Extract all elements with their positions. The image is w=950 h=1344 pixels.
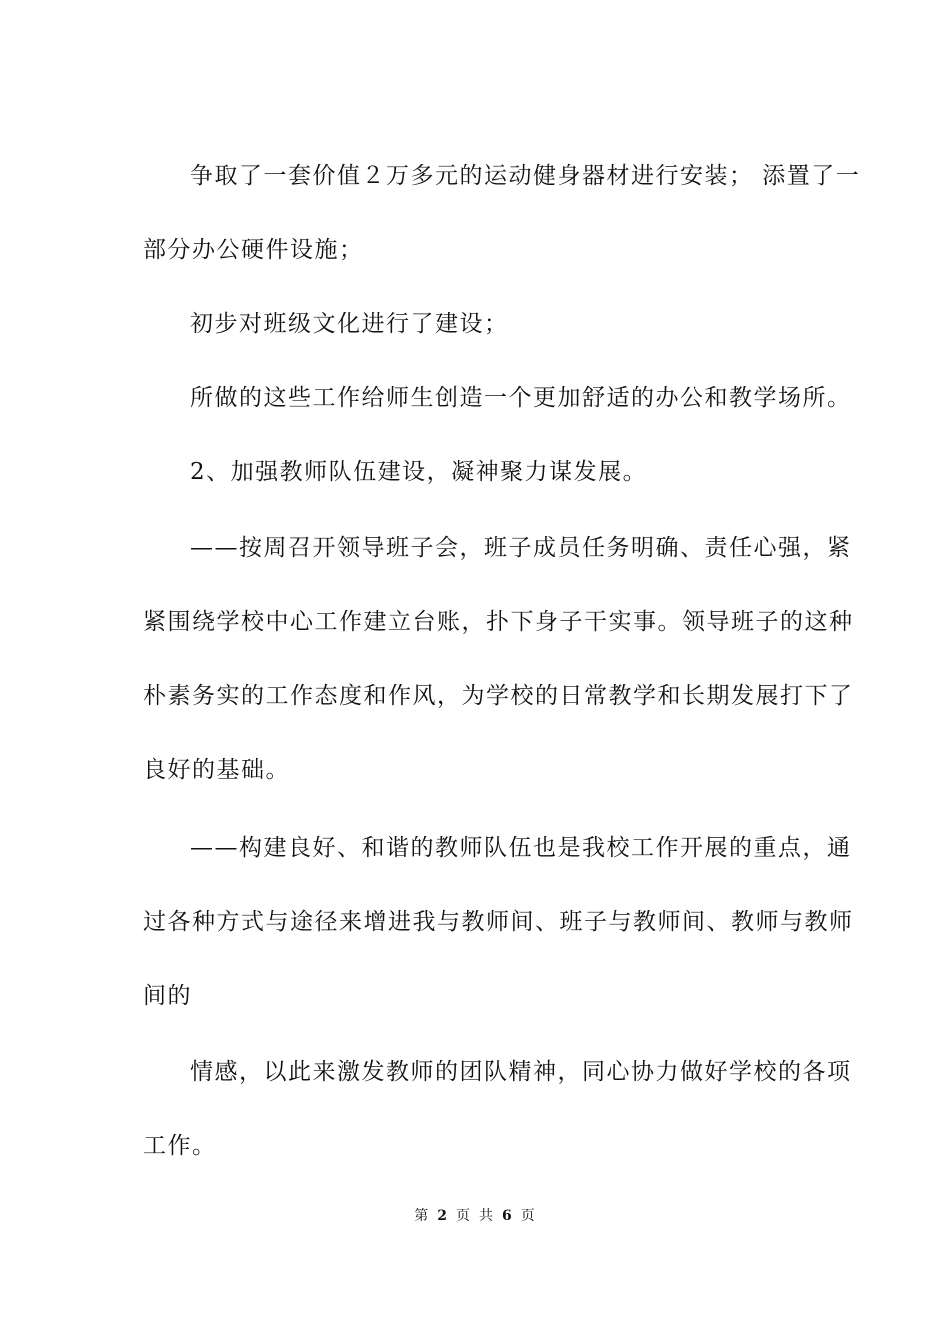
body-line: 所做的这些工作给师生创造一个更加舒适的办公和教学场所。 xyxy=(190,385,852,411)
body-line: 情感，以此来激发教师的团队精神，同心协力做好学校的各项 xyxy=(190,1059,852,1085)
footer-label: 第 xyxy=(414,1208,430,1224)
body-line: 工作。 xyxy=(143,1133,217,1159)
total-pages-number: 6 xyxy=(502,1208,513,1224)
body-line: 初步对班级文化进行了建设； xyxy=(190,311,509,337)
section-heading: 2、加强教师队伍建设，凝神聚力谋发展。 xyxy=(190,459,648,485)
body-line: 争取了一套价值２万多元的运动健身器材进行安装； 添置了一 xyxy=(190,163,861,189)
body-line: 间的 xyxy=(143,983,192,1009)
body-line: ——按周召开领导班子会，班子成员任务明确、责任心强，紧 xyxy=(190,535,852,561)
footer-label: 共 xyxy=(479,1208,494,1224)
body-line: 紧围绕学校中心工作建立台账，扑下身子干实事。领导班子的这种 xyxy=(143,609,854,635)
body-line: 部分办公硬件设施； xyxy=(143,237,364,263)
body-line: ——构建良好、和谐的教师队伍也是我校工作开展的重点，通 xyxy=(190,835,852,861)
footer-label: 页 xyxy=(456,1208,471,1224)
current-page-number: 2 xyxy=(437,1208,448,1224)
body-line: 良好的基础。 xyxy=(143,757,290,783)
body-line: 朴素务实的工作态度和作风，为学校的日常教学和长期发展打下了 xyxy=(143,683,854,709)
body-line: 过各种方式与途径来增进我与教师间、班子与教师间、教师与教师 xyxy=(143,909,854,935)
footer-label: 页 xyxy=(520,1208,536,1224)
page-footer xyxy=(0,1206,950,1226)
